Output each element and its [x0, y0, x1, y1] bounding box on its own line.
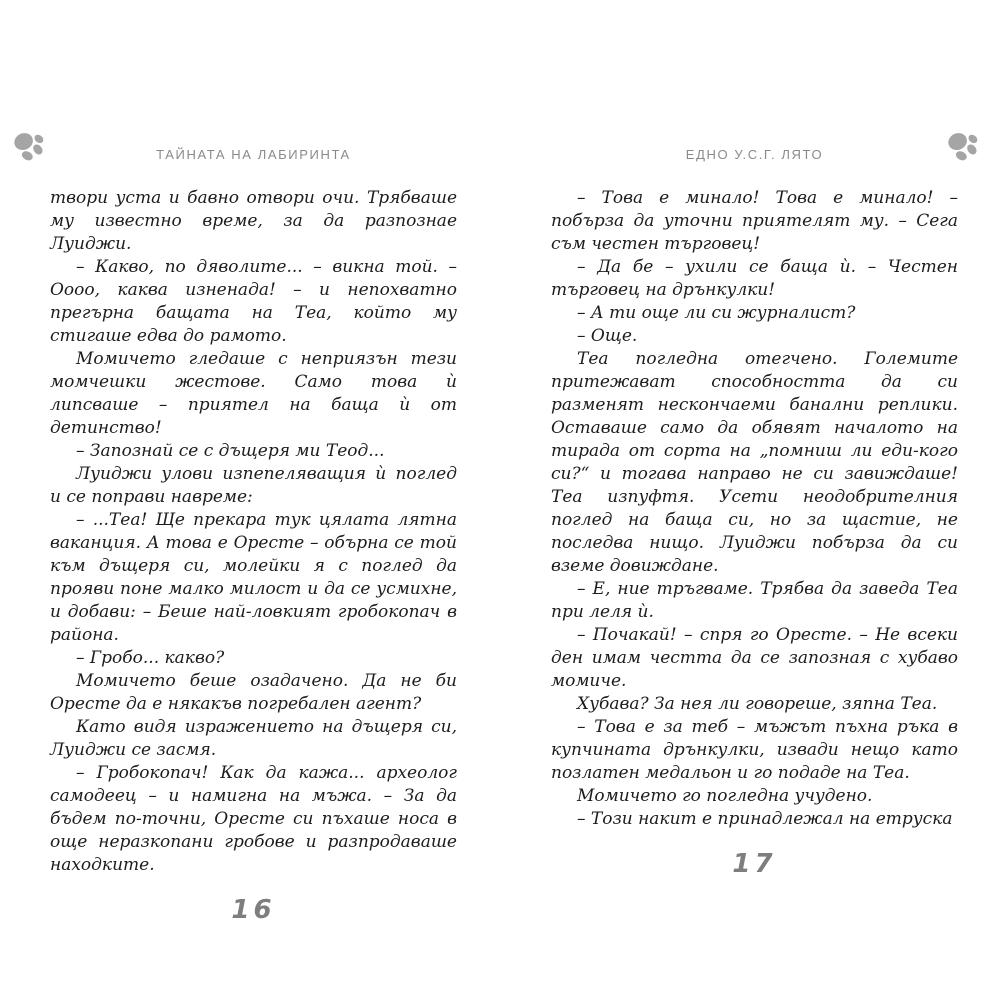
- body-paragraph: – Да бе – ухили се баща ѝ. – Честен търговец на дрънкулки!: [551, 257, 958, 300]
- body-paragraph: Момичето беше озадачено. Да не би Оресте да е някакъв погребален агент?: [50, 671, 457, 714]
- page-number-right: 17: [732, 849, 777, 879]
- paw-print-icon: [12, 131, 50, 169]
- running-header-right: ЕДНО У.С.Г. ЛЯТО: [685, 147, 824, 162]
- body-paragraph: – ...Теа! Ще прекара тук цялата лятна ваканция. А това е Оресте – обърна се той към дъщеря си, молейки я с поглед да прояви поне малко милост и да се усмихне, и добави: – Беше най-ловкият гробокопач в района.: [50, 510, 457, 645]
- body-paragraph: – Гробо... какво?: [76, 648, 225, 668]
- body-paragraph: – А ти още ли си журналист?: [577, 303, 856, 323]
- body-paragraph: – Този накит е принадлежал на етруска: [577, 809, 953, 829]
- body-paragraph: твори уста и бавно отвори очи. Трябваше му известно време, за да разпознае Луиджи.: [50, 188, 457, 254]
- page-number-left: 16: [231, 895, 276, 925]
- page-left: [50, 147, 457, 925]
- running-header-left: ТАЙНАТА НА ЛАБИРИНТА: [156, 147, 351, 162]
- body-paragraph: Луиджи улови изпепеляващия ѝ поглед и се поправи навреме:: [50, 464, 457, 507]
- page-right: [551, 147, 958, 879]
- body-paragraph: – Още.: [577, 326, 638, 346]
- body-paragraph: – Запознай се с дъщеря ми Теод...: [76, 441, 385, 461]
- page-body-left: [50, 187, 457, 877]
- body-paragraph: – Е, ние тръгваме. Трябва да заведа Теа при леля ѝ.: [551, 579, 958, 622]
- body-paragraph: – Какво, по дяволите... – викна той. – Оооо, каква изненада! – и непохватно прегърна бащата на Теа, който му стигаше едва до рамото.: [50, 257, 457, 346]
- body-paragraph: – Почакай! – спря го Оресте. – Не всеки ден имам честта да се запозная с хубаво момиче.: [551, 625, 958, 691]
- body-paragraph: Момичето го погледна учудено.: [577, 786, 873, 806]
- body-paragraph: Момичето гледаше с неприязън тези момчешки жестове. Само това ѝ липсваше – приятел на баща ѝ от детинство!: [50, 349, 457, 438]
- body-paragraph: Като видя изражението на дъщеря си, Луиджи се засмя.: [50, 717, 457, 760]
- body-paragraph: – Това е за теб – мъжът пъхна ръка в купчината дрънкулки, извади нещо като позлатен медальон и го подаде на Теа.: [551, 717, 958, 783]
- body-paragraph: Хубава? За нея ли говореше, зяпна Теа.: [577, 694, 938, 714]
- body-paragraph: – Това е минало! Това е минало! – побърза да уточни приятелят му. – Сега съм честен търговец!: [551, 188, 958, 254]
- body-paragraph: – Гробокопач! Как да кажа... археолог самодеец – и намигна на мъжа. – За да бъдем по-точни, Оресте си пъхаше носа в още неразкопани гробове и разпродаваше находките.: [50, 763, 457, 875]
- page-body-right: [551, 187, 958, 831]
- body-paragraph: Теа погледна отегчено. Големите притежават способността да си разменят нескончаеми банални реплики. Оставаше само да обявят началото на тирада от сорта на „помниш ли еди-кого си?“ и тогава направо не си завиждаше! Теа изпуфтя. Усети неодобрителния поглед на баща си, но за щастие, не последва нищо. Луиджи побърза да си вземе довиждане.: [551, 349, 958, 576]
